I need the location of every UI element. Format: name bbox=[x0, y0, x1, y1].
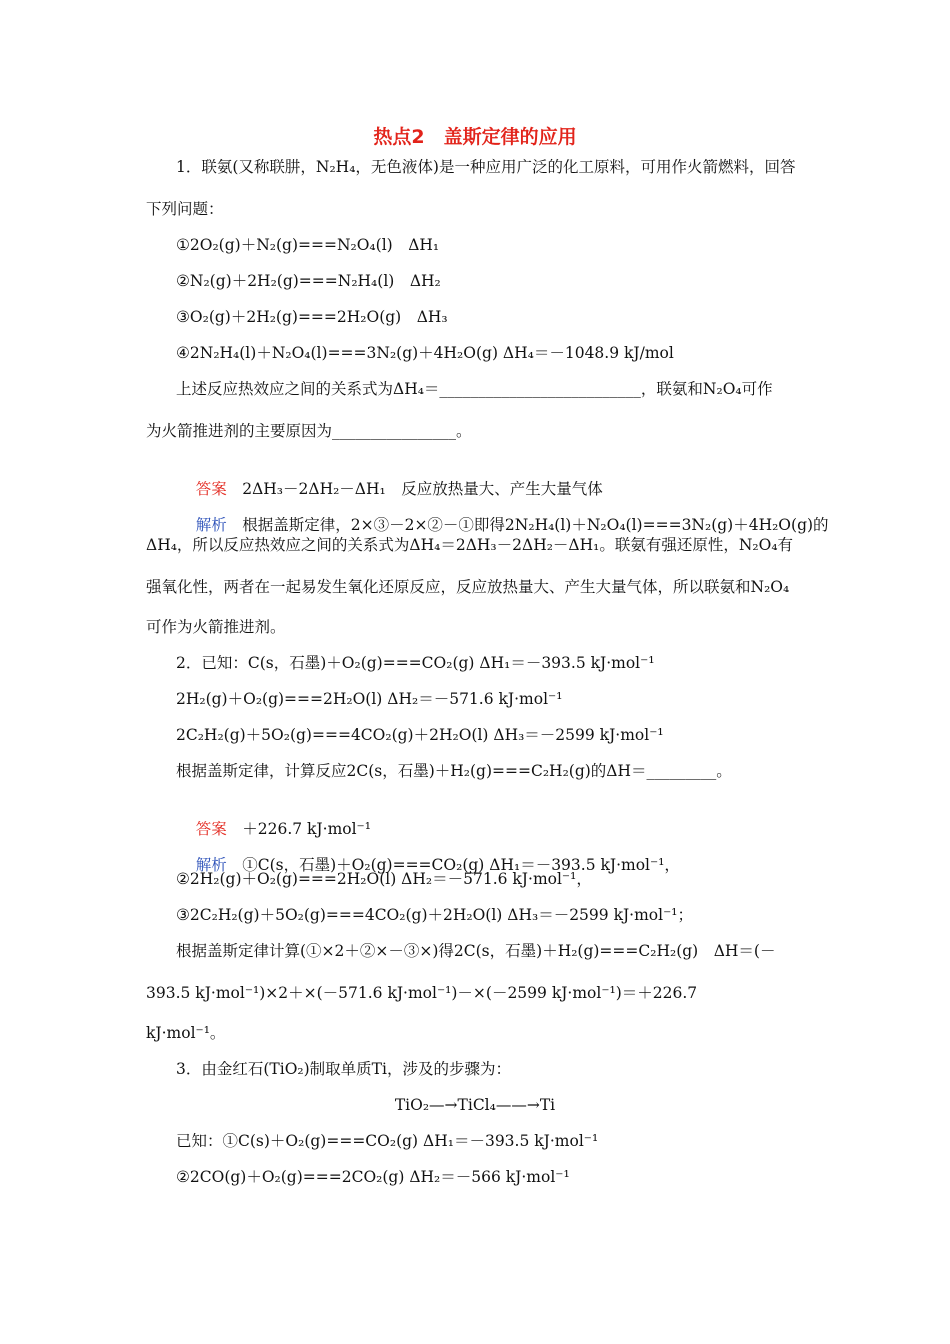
q1-stem-line-2: 下列问题： bbox=[146, 200, 224, 218]
answer-text: ＋226.7 kJ·mol⁻¹ bbox=[226, 820, 371, 838]
q1-analysis-line-2: ΔH₄，所以反应热效应之间的关系式为ΔH₄＝2ΔH₃－2ΔH₂－ΔH₁。联氨有强还原性，N₂O₄有 bbox=[146, 536, 794, 554]
q1-equation-1: ①2O₂(g)＋N₂(g)===N₂O₄(l) ΔH₁ bbox=[176, 236, 440, 254]
q3-reaction-scheme: TiO₂—→TiCl₄——→Ti bbox=[394, 1096, 556, 1114]
q1-analysis-line-4: 可作为火箭推进剂。 bbox=[146, 618, 286, 636]
q2-stem-line-1: 2．已知：C(s，石墨)＋O₂(g)===CO₂(g) ΔH₁＝－393.5 kJ·mol⁻¹ bbox=[176, 654, 655, 672]
q1-question-line-2: 为火箭推进剂的主要原因为________________。 bbox=[146, 422, 472, 440]
q2-analysis-line-6: kJ·mol⁻¹。 bbox=[146, 1024, 226, 1042]
analysis-text: ①C(s，石墨)＋O₂(g)===CO₂(g) ΔH₁＝－393.5 kJ·mol⁻¹， bbox=[226, 856, 680, 874]
section-title: 热点2 盖斯定律的应用 bbox=[373, 126, 577, 148]
q1-stem-line-1: 1．联氨(又称联肼，N₂H₄，无色液体)是一种应用广泛的化工原料，可用作火箭燃料，回答 bbox=[176, 158, 796, 176]
q1-equation-3: ③O₂(g)＋2H₂(g)===2H₂O(g) ΔH₃ bbox=[176, 308, 448, 326]
q2-analysis-line-3: ③2C₂H₂(g)＋5O₂(g)===4CO₂(g)＋2H₂O(l) ΔH₃＝－2599 kJ·mol⁻¹； bbox=[176, 906, 693, 924]
answer-label: 答案 bbox=[195, 480, 227, 498]
q1-question-line-1: 上述反应热效应之间的关系式为ΔH₄＝__________________________，联氨和N₂O₄可作 bbox=[176, 380, 773, 398]
answer-text: 2ΔH₃－2ΔH₂－ΔH₁ 反应放热量大、产生大量气体 bbox=[226, 480, 603, 498]
q1-equation-2: ②N₂(g)＋2H₂(g)===N₂H₄(l) ΔH₂ bbox=[176, 272, 441, 290]
q2-stem-line-2: 2H₂(g)＋O₂(g)===2H₂O(l) ΔH₂＝－571.6 kJ·mol⁻¹ bbox=[176, 690, 563, 708]
answer-label: 答案 bbox=[195, 820, 227, 838]
analysis-label: 解析 bbox=[195, 516, 227, 534]
analysis-text: 根据盖斯定律，2×③－2×②－①即得2N₂H₄(l)＋N₂O₄(l)===3N₂(g)＋4H₂O(g)的 bbox=[226, 516, 829, 534]
q1-equation-4: ④2N₂H₄(l)＋N₂O₄(l)===3N₂(g)＋4H₂O(g) ΔH₄＝－1048.9 kJ/mol bbox=[176, 344, 674, 362]
analysis-label: 解析 bbox=[195, 856, 227, 874]
q2-analysis-line-2: ②2H₂(g)＋O₂(g)===2H₂O(l) ΔH₂＝－571.6 kJ·mol⁻¹， bbox=[176, 870, 592, 888]
q2-stem-line-4: 根据盖斯定律，计算反应2C(s，石墨)＋H₂(g)===C₂H₂(g)的ΔH＝_________。 bbox=[176, 762, 732, 780]
q2-stem-line-3: 2C₂H₂(g)＋5O₂(g)===4CO₂(g)＋2H₂O(l) ΔH₃＝－2599 kJ·mol⁻¹ bbox=[176, 726, 664, 744]
q2-analysis-line-4: 根据盖斯定律计算(①×2＋②×－③×)得2C(s，石墨)＋H₂(g)===C₂H₂(g) ΔH＝(－ bbox=[176, 942, 776, 960]
q3-stem-line-1: 3．由金红石(TiO₂)制取单质Ti，涉及的步骤为： bbox=[176, 1060, 511, 1078]
q3-known-line-2: ②2CO(g)＋O₂(g)===2CO₂(g) ΔH₂＝－566 kJ·mol⁻¹ bbox=[176, 1168, 570, 1186]
q1-analysis-line-3: 强氧化性，两者在一起易发生氧化还原反应，反应放热量大、产生大量气体，所以联氨和N₂O₄ bbox=[146, 578, 790, 596]
q2-analysis-line-5: 393.5 kJ·mol⁻¹)×2＋×(－571.6 kJ·mol⁻¹)－×(－2599 kJ·mol⁻¹)＝＋226.7 bbox=[146, 984, 698, 1002]
q3-known-line-1: 已知：①C(s)＋O₂(g)===CO₂(g) ΔH₁＝－393.5 kJ·mol⁻¹ bbox=[176, 1132, 599, 1150]
